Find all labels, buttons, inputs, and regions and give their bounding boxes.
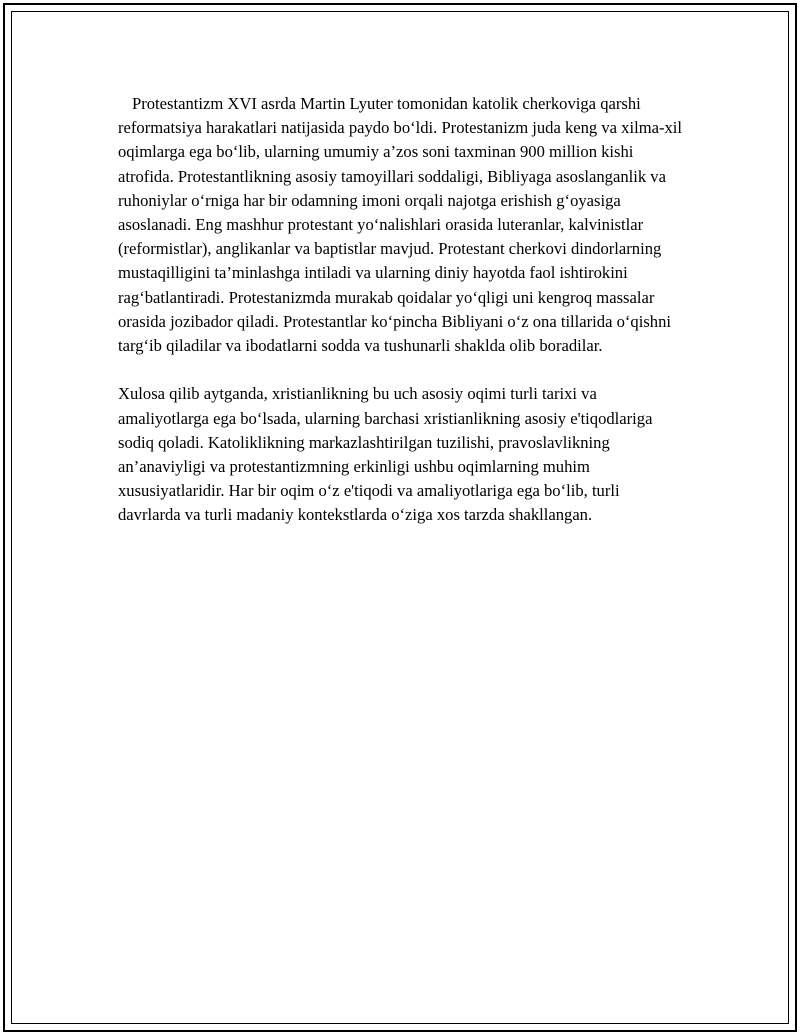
paragraph-protestantism: Protestantizm XVI asrda Martin Lyuter tomonidan katolik cherkoviga qarshi reformatsiya harakatlari natijasida paydo bo‘ldi. Protestanizm juda keng va xilma-xil oqimlarga ega bo‘lib, ularning umumiy a’zos soni taxminan 900 million kishi atrofida. Protestantlikning asosiy tamoyillari soddaligi, Bibliyaga asoslanganlik va ruhoniylar o‘rniga har bir odamning imoni orqali najotga erishish g‘oyasiga asoslanadi. Eng mashhur protestant yo‘nalishlari orasida luteranlar, kalvinistlar (reformistlar), anglikanlar va baptistlar mavjud. Protestant cherkovi dindorlarning mustaqilligini ta’minlashga intiladi va ularning diniy hayotda faol ishtirokini rag‘batlantiradi. Protestanizmda murakab qoidalar yo‘qligi uni kengroq massalar orasida jozibador qiladi. Protestantlar ko‘pincha Bibliyani o‘z ona tillarida o‘qishni targ‘ib qiladilar va ibodatlarni sodda va tushunarli shaklda olib boradilar. <box>118 94 683 356</box>
paragraph-conclusion: Xulosa qilib aytganda, xristianlikning bu uch asosiy oqimi turli tarixi va amaliyotlarga ega bo‘lsada, ularning barchasi xristianlikning asosiy e'tiqodlariga sodiq qoladi. Katoliklikning markazlashtirilgan tuzilishi, pravoslavlikning an’anaviyligi va protestantizmning erkinligi ushbu oqimlarning muhim xususiyatlaridir. Har bir oqim o‘z e'tiqodi va amaliyotlariga ega bo‘lib, turli davrlarda va turli madaniy kontekstlarda o‘ziga xos tarzda shakllangan. <box>118 384 653 525</box>
document-body <box>118 92 683 528</box>
